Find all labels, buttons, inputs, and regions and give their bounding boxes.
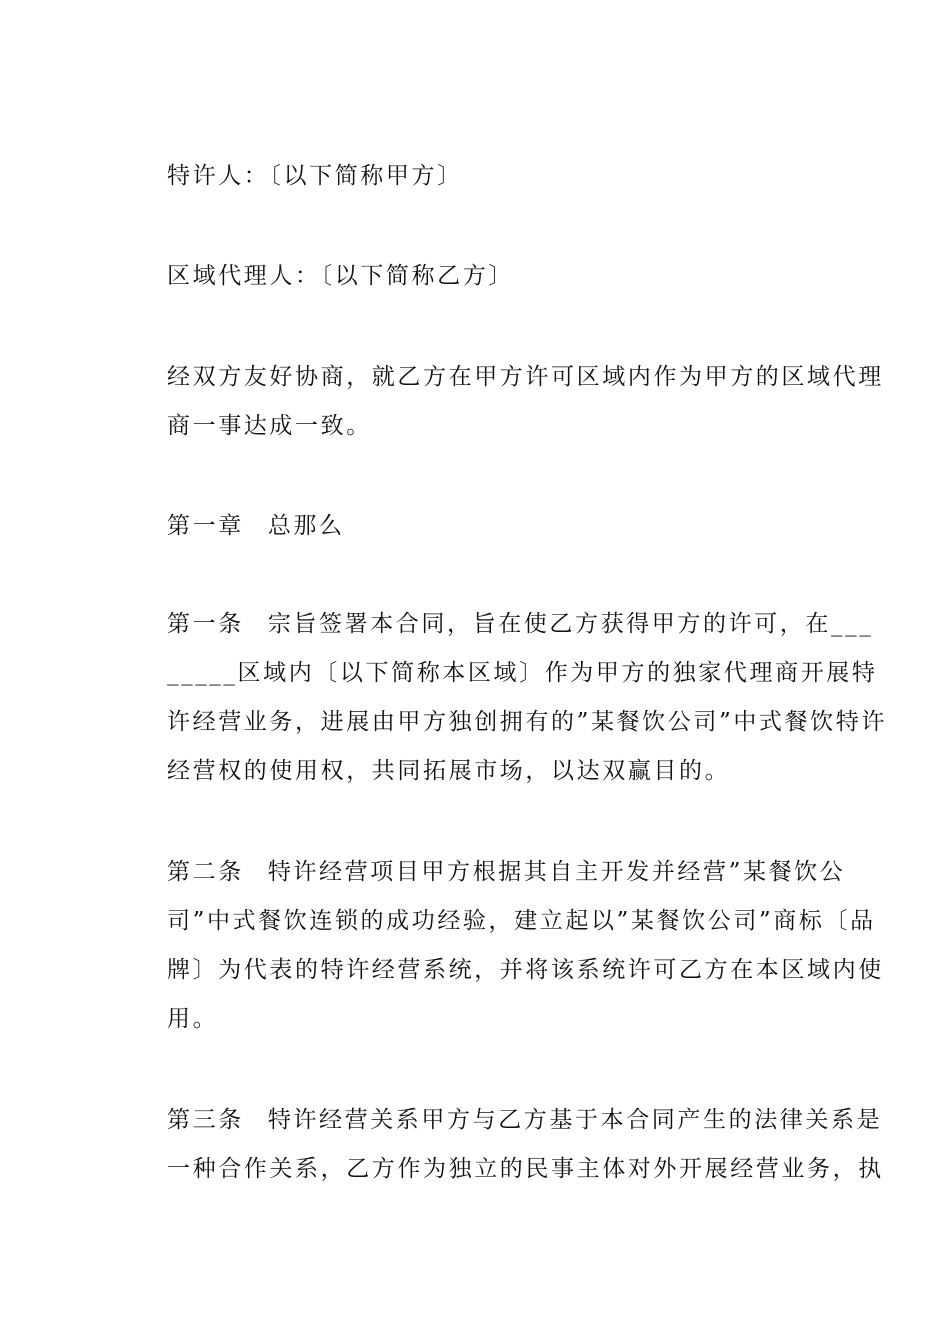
article-3-number: 第三条 <box>167 1107 244 1133</box>
article-1-number: 第一条 <box>167 611 244 637</box>
chapter-title: 总那么 <box>267 513 345 539</box>
article-3-text: 特许经营关系甲方与乙方基于本合同产生的法律关系是一种合作关系，乙方作为独立的民事主体对外开展经营业务，执 <box>167 1107 884 1182</box>
chapter-heading <box>120 502 887 551</box>
article-2-text: 特许经营项目甲方根据其自主开发并经营”某餐饮公司”中式餐饮连锁的成功经验，建立起以”某餐饮公司”商标〔品牌〕为代表的特许经营系统，并将该系统许可乙方在本区域内使用。 <box>167 859 884 1032</box>
chapter-number: 第一章 <box>167 513 244 539</box>
article-1-paragraph <box>120 600 887 796</box>
party-b-line: 区域代理人：〔以下简称乙方〕 <box>167 263 514 289</box>
preamble-paragraph: 经双方友好协商，就乙方在甲方许可区域内作为甲方的区域代理商一事达成一致。 <box>167 364 884 439</box>
article-2-paragraph <box>120 848 887 1044</box>
article-3-paragraph <box>120 1096 887 1194</box>
article-1-text: 宗旨签署本合同，旨在使乙方获得甲方的许可，在________区域内〔以下简称本区域〕作为甲方的独家代理商开展特许经营业务，进展由甲方独创拥有的”某餐饮公司”中式餐饮特许经营权的使用权，共同拓展市场，以达双赢目的。 <box>167 611 887 784</box>
party-a-line: 特许人：〔以下简称甲方〕 <box>167 163 463 189</box>
article-2-number: 第二条 <box>167 859 244 885</box>
